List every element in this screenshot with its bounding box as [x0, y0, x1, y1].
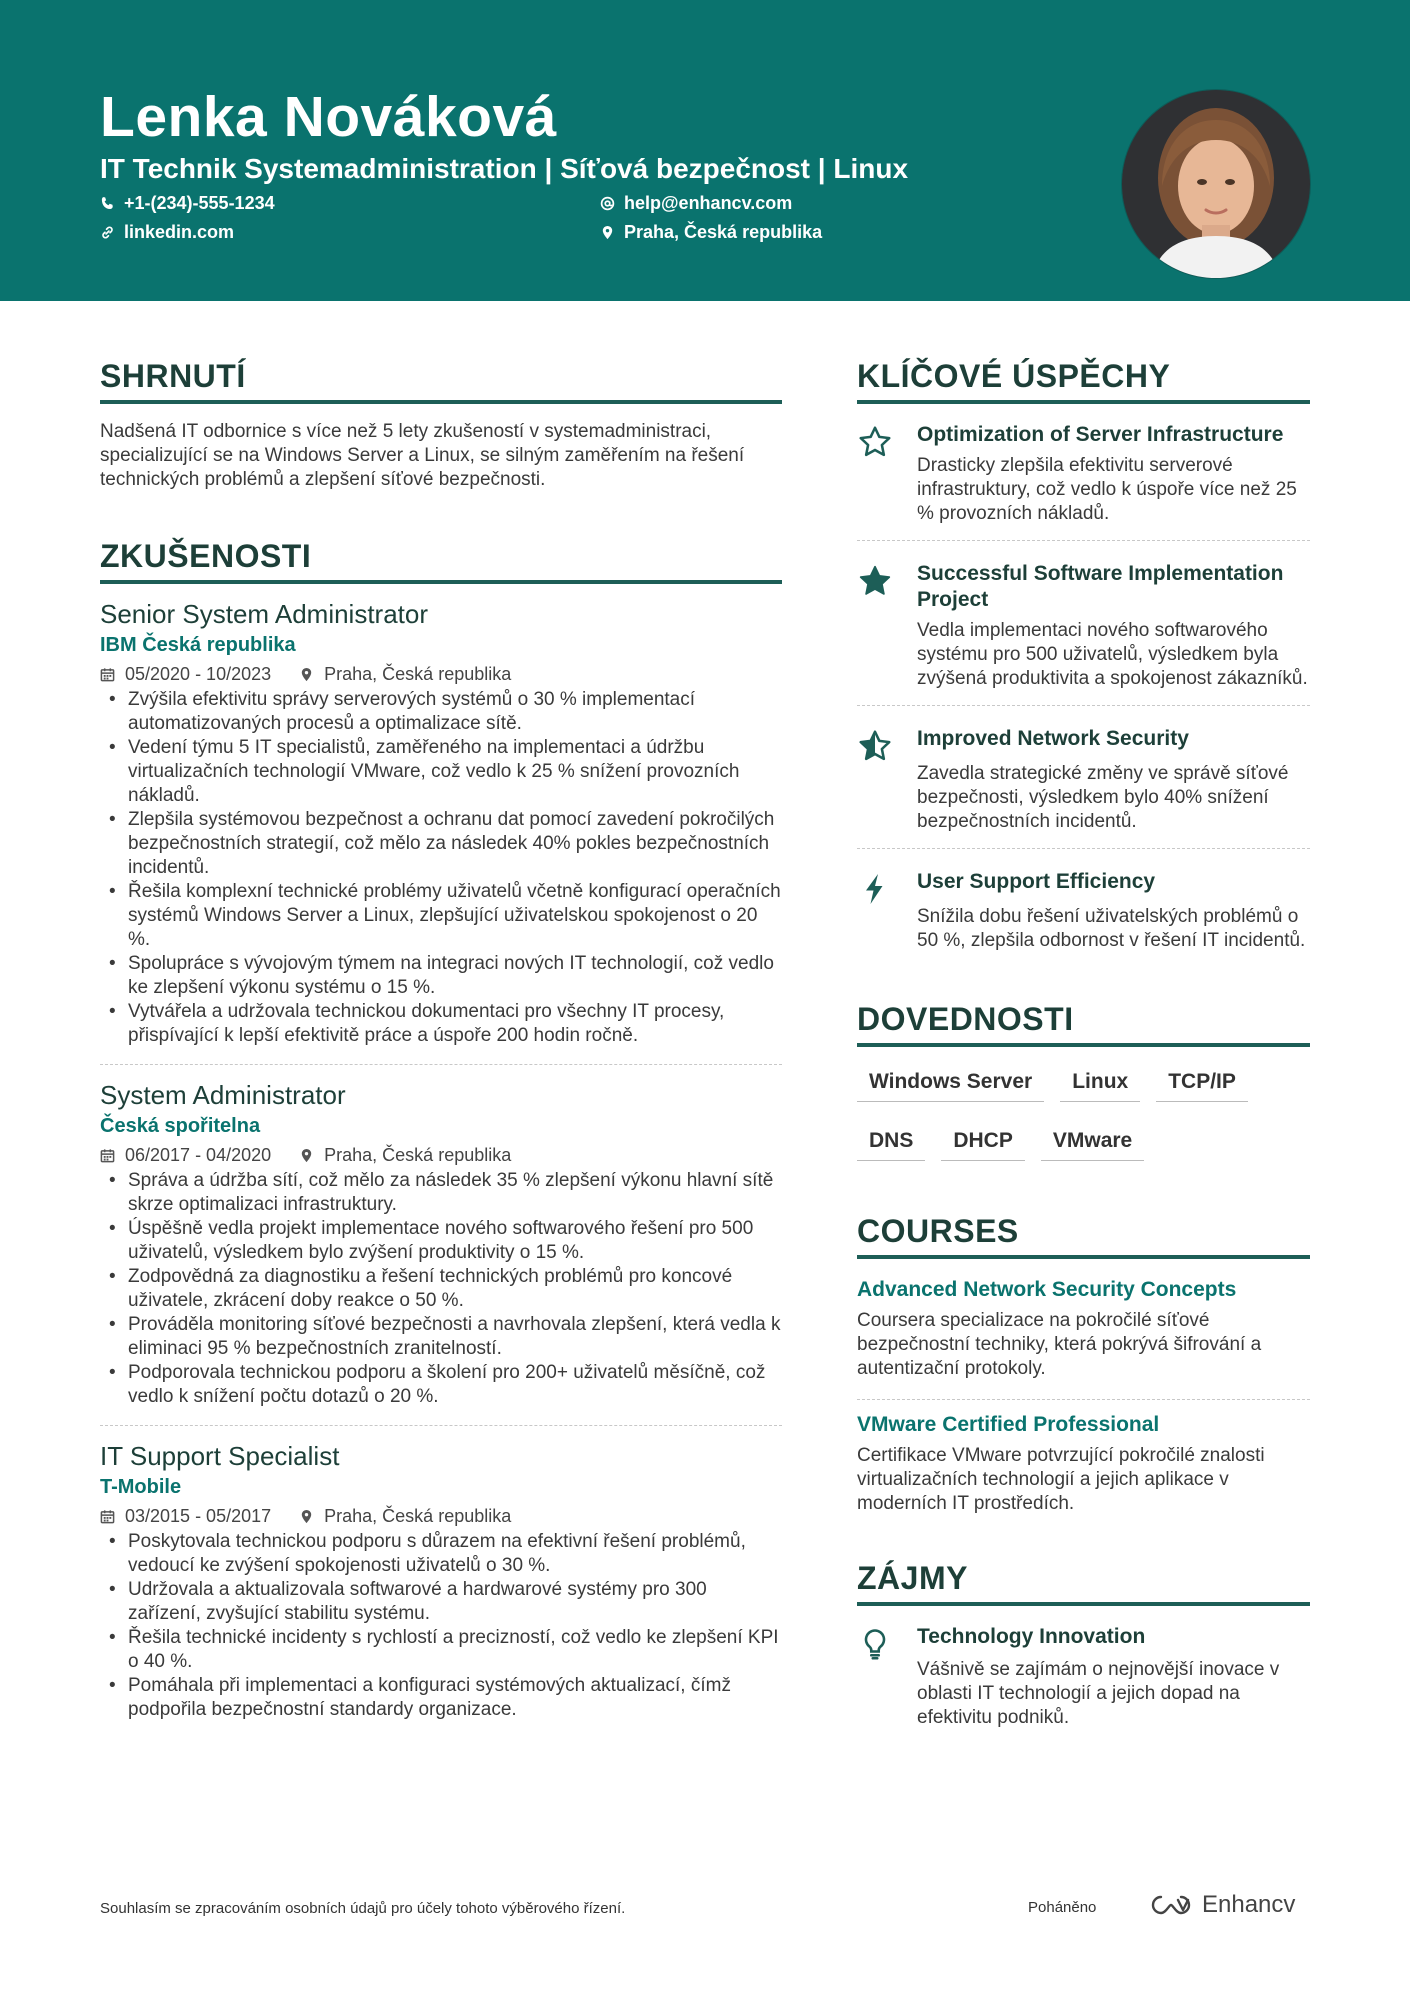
powered-by-text: Poháněno — [1028, 1899, 1097, 1916]
star-half-icon — [857, 728, 893, 764]
achievement-text: Vedla implementaci nového softwarového systému pro 500 uživatelů, výsledkem byla zvýšená produktivita a spokojenost zákazníků. — [917, 620, 1308, 689]
linkedin-contact[interactable] — [100, 220, 234, 244]
divider — [857, 1399, 1310, 1400]
skill-tag: DNS — [857, 1124, 925, 1161]
profile-photo — [1121, 89, 1311, 279]
job-location-text: Praha, Česká republika — [324, 1145, 512, 1165]
lightbulb-icon — [857, 1626, 893, 1662]
company-name: T-Mobile — [100, 1476, 182, 1498]
skill-tag: VMware — [1041, 1124, 1144, 1161]
star-filled-icon — [857, 563, 893, 599]
right-column — [857, 356, 1310, 1730]
achievement-title: Successful Software Implementation Project — [917, 562, 1284, 611]
achievement-item — [857, 869, 1310, 953]
at-icon — [600, 196, 615, 211]
summary-text: Nadšená IT odbornice s více než 5 lety zkušeností v systemadministraci, specializující se na Windows Server a Linux, se silným zaměřením na řešení technických problémů a zlepšení síťové bezpečnosti. — [100, 421, 745, 490]
job-bullets — [100, 1530, 782, 1722]
job-bullet: • Prováděla monitoring síťové bezpečnosti a navrhovala zlepšení, která vedla k eliminaci 95 % bezpečnostních zranitelností. — [100, 1313, 782, 1361]
job-meta — [100, 1504, 782, 1528]
job-entry — [100, 1440, 782, 1722]
experience-heading: ZKUŠENOSTI — [100, 536, 782, 584]
candidate-title: IT Technik Systemadministration | Síťová bezpečnost | Linux — [100, 153, 909, 184]
enhancv-logo-icon — [1148, 1892, 1194, 1918]
job-location-text: Praha, Česká republika — [324, 664, 512, 684]
skill-tag: Linux — [1060, 1065, 1140, 1102]
phone-icon — [100, 196, 115, 211]
job-dates: 06/2017 - 04/2020 — [125, 1145, 272, 1165]
location-pin-icon — [299, 667, 314, 682]
location-contact — [600, 220, 822, 244]
phone-text: +1-(234)-555-1234 — [124, 193, 275, 213]
achievement-title: User Support Efficiency — [917, 870, 1156, 893]
achievement-text: Snížila dobu řešení uživatelských problémů o 50 %, zlepšila odbornost v řešení IT incidentů. — [917, 906, 1306, 951]
star-outline-icon — [857, 424, 893, 460]
calendar-icon — [100, 1148, 115, 1163]
candidate-name: Lenka Nováková — [100, 85, 557, 149]
job-bullet: • Zodpovědná za diagnostiku a řešení technických problémů pro koncové uživatele, zkrácení doby reakce o 50 %. — [100, 1265, 782, 1313]
job-bullet: • Úspěšně vedla projekt implementace nového softwarového řešení pro 500 uživatelů, výsledkem bylo zvýšení produktivity o 15 %. — [100, 1217, 782, 1265]
lightning-icon — [857, 871, 893, 907]
left-column — [100, 356, 782, 1722]
interest-item — [857, 1624, 1310, 1730]
achievements-heading: KLÍČOVÉ ÚSPĚCHY — [857, 356, 1310, 404]
achievement-title: Improved Network Security — [917, 727, 1189, 750]
person-portrait-icon — [1122, 90, 1310, 278]
achievement-item — [857, 422, 1310, 526]
job-meta — [100, 662, 782, 686]
phone-contact[interactable] — [100, 191, 275, 215]
skill-tag: TCP/IP — [1156, 1065, 1248, 1102]
company-name: Česká spořitelna — [100, 1115, 261, 1137]
brand-name: Enhancv — [1202, 1891, 1296, 1918]
course-title: Advanced Network Security Concepts — [857, 1278, 1237, 1301]
divider — [100, 1064, 782, 1065]
job-location — [299, 1143, 511, 1167]
course-text: Certifikace VMware potvrzující pokročilé znalosti virtualizačních technologií a jejich aplikace v moderních IT prostředích. — [857, 1445, 1265, 1514]
skills-heading: DOVEDNOSTI — [857, 999, 1310, 1047]
job-entry — [100, 598, 782, 1065]
linkedin-text: linkedin.com — [124, 222, 235, 242]
consent-text: Souhlasím se zpracováním osobních údajů pro účely tohoto výběrového řízení. — [100, 1900, 626, 1917]
achievement-text: Zavedla strategické změny ve správě síťové bezpečnosti, výsledkem bylo 40% snížení bezpečnostních incidentů. — [917, 763, 1289, 832]
achievement-text: Drasticky zlepšila efektivitu serverové infrastruktury, což vedlo k úspoře více než 25 % provozních nákladů. — [917, 455, 1297, 524]
location-pin-icon — [299, 1509, 314, 1524]
skills-list — [857, 1065, 1310, 1183]
job-title: IT Support Specialist — [100, 1441, 340, 1471]
location-pin-icon — [299, 1148, 314, 1163]
job-bullet: • Řešila komplexní technické problémy uživatelů včetně konfigurací operačních systémů Windows Server a Linux, zlepšující uživatelskou spokojenost o 20 %. — [100, 880, 782, 952]
courses-heading: COURSES — [857, 1211, 1310, 1259]
job-entry — [100, 1079, 782, 1426]
achievement-item — [857, 726, 1310, 834]
location-pin-icon — [600, 225, 615, 240]
job-bullet: • Podporovala technickou podporu a školení pro 200+ uživatelů měsíčně, což vedlo k snížení počtu dotazů o 20 %. — [100, 1361, 782, 1409]
job-title: Senior System Administrator — [100, 599, 429, 629]
summary-heading: SHRNUTÍ — [100, 356, 782, 404]
interest-text: Vášnivě se zajímám o nejnovější inovace v oblasti IT technologií a jejich dopad na efektivitu podniků. — [917, 1659, 1280, 1728]
job-location — [299, 662, 511, 686]
course-title: VMware Certified Professional — [857, 1413, 1160, 1436]
email-text: help@enhancv.com — [624, 193, 793, 213]
achievement-item — [857, 561, 1310, 691]
interest-title: Technology Innovation — [917, 1625, 1146, 1648]
job-bullet: • Zlepšila systémovou bezpečnost a ochranu dat pomocí zavedení pokročilých bezpečnostních strategií, což mělo za následek 40% pokles bezpečnostních incidentů. — [100, 808, 782, 880]
skill-tag: Windows Server — [857, 1065, 1044, 1102]
job-bullets — [100, 1169, 782, 1409]
job-meta — [100, 1143, 782, 1167]
job-bullet: • Řešila technické incidenty s rychlostí a precizností, což vedlo ke zlepšení KPI o 40 %. — [100, 1626, 782, 1674]
job-title: System Administrator — [100, 1080, 346, 1110]
link-icon — [100, 225, 115, 240]
course-text: Coursera specializace na pokročilé síťové bezpečnostní techniky, která pokrývá šifrování a autentizační protokoly. — [857, 1310, 1262, 1379]
company-name: IBM Česká republika — [100, 634, 296, 656]
job-bullets — [100, 688, 782, 1048]
job-location-text: Praha, Česká republika — [324, 1506, 512, 1526]
divider — [857, 540, 1310, 541]
job-bullet: • Pomáhala při implementaci a konfiguraci systémových aktualizací, čímž podpořila bezpečnostní standardy organizace. — [100, 1674, 782, 1722]
resume-header — [0, 0, 1410, 301]
divider — [100, 1425, 782, 1426]
job-bullet: • Správa a údržba sítí, což mělo za následek 35 % zlepšení výkonu hlavní sítě skrze optimalizaci infrastruktury. — [100, 1169, 782, 1217]
email-contact[interactable] — [600, 191, 792, 215]
job-dates: 05/2020 - 10/2023 — [125, 664, 272, 684]
job-bullet: • Udržovala a aktualizovala softwarové a hardwarové systémy pro 300 zařízení, zvyšující stabilitu systému. — [100, 1578, 782, 1626]
interests-heading: ZÁJMY — [857, 1558, 1310, 1606]
skill-tag: DHCP — [941, 1124, 1025, 1161]
job-dates: 03/2015 - 05/2017 — [125, 1506, 272, 1526]
achievement-title: Optimization of Server Infrastructure — [917, 423, 1284, 446]
divider — [857, 705, 1310, 706]
job-location — [299, 1504, 511, 1528]
job-bullet: • Vytvářela a udržovala technickou dokumentaci pro všechny IT procesy, přispívající k lepší efektivitě práce a úspoře 200 hodin ročně. — [100, 1000, 782, 1048]
calendar-icon — [100, 1509, 115, 1524]
enhancv-logo[interactable] — [1148, 1890, 1295, 1920]
job-bullet: • Vedení týmu 5 IT specialistů, zaměřeného na implementaci a údržbu virtualizačních technologií VMware, což vedlo k 25 % snížení provozních nákladů. — [100, 736, 782, 808]
job-bullet: • Poskytovala technickou podporu s důrazem na efektivní řešení problémů, vedoucí ke zvýšení spokojenosti uživatelů o 30 %. — [100, 1530, 782, 1578]
location-text: Praha, Česká republika — [624, 222, 823, 242]
job-bullet: • Zvýšila efektivitu správy serverových systémů o 30 % implementací automatizovaných procesů a optimalizace sítě. — [100, 688, 782, 736]
job-bullet: • Spolupráce s vývojovým týmem na integraci nových IT technologií, což vedlo ke zlepšení výkonu systému o 15 %. — [100, 952, 782, 1000]
divider — [857, 848, 1310, 849]
calendar-icon — [100, 667, 115, 682]
